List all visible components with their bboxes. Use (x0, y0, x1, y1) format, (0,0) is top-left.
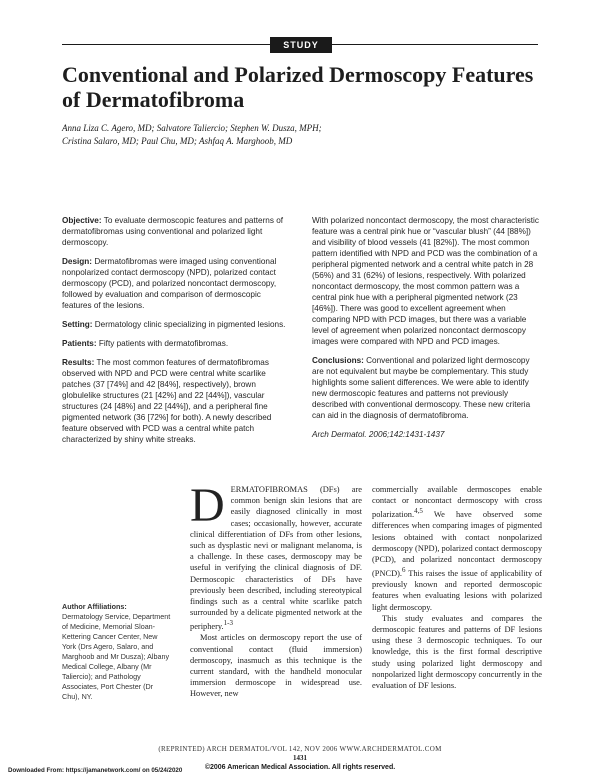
paragraph-text: are common benign skin lesions that are easily diagnosed clinically in most cases; occasionally, however, accurate clinical differentiation of DFs from other lesions, such as dysplastic nevi or malignant melanoma, is a challenge. In these cases, dermoscopy may be useful in verifying the clinical diagnosis of DF. Dermoscopic characteristics of DFs have previously been described, including stereotypical findings such as a central white scarlike patch surrounded by a delicate pigmented network at the periphery. (190, 485, 362, 632)
author-line: Anna Liza C. Agero, MD; Salvatore Taliercio; Stephen W. Dusza, MPH; (62, 123, 322, 133)
abstract-setting (62, 319, 292, 330)
abstract-label: Results: (62, 358, 95, 367)
page-number: 1431 (293, 754, 307, 762)
drop-cap: D (190, 479, 225, 532)
abstract-text: To evaluate dermoscopic features and patterns of dermatofibromas using conventional and polarized light dermoscopy. (62, 216, 284, 247)
download-stamp: Downloaded From: https://jamanetwork.com/ on 05/24/2020 (8, 767, 183, 774)
abstract-patients (62, 338, 292, 349)
affiliations-label: Author Affiliations: (62, 602, 127, 611)
abstract-results-continued: With polarized noncontact dermoscopy, the most characteristic feature was a central pink hue or “vascular blush” (44 [88%]) and visibility of blood vessels (41 [82%]). The most common pattern identified with NPD and PCD was the combination of a peripheral pigmented network and a central white patch in 28 (56%) and 31 (62%) of lesions, respectively. With polarized noncontact dermoscopy, the most common pattern was a central pink hue with a peripheral pigmented network (23 [46%]). There was good to excellent agreement when comparing NPD with PCD images, but there was a variable level of agreement when polarized noncontact dermoscopy images were compared with NPD and PCD images. (312, 216, 539, 346)
abstract-text: Dermatology clinic specializing in pigmented lesions. (94, 320, 286, 329)
body-column-middle (190, 479, 362, 700)
abstract-left-column (62, 215, 292, 453)
author-affiliations (62, 602, 172, 702)
abstract-label: Setting: (62, 320, 93, 329)
abstract-right-column (312, 215, 540, 448)
abstract-text: The most common features of dermatofibromas observed with NPD and PCD were central white scarlike patches (37 [74%] and 42 [84%], respectively), brown globulelike structures (21 [42%] and 22 [44%]), vascular structures (24 [48%] and 22 [44%]), and a peripheral fine pigmented network (36 [72%] for both). A newly described feature observed with PCD was a central white patch characterized by shiny white streaks. (62, 358, 272, 444)
author-list (62, 122, 482, 148)
body-paragraph (372, 484, 542, 613)
paragraph-text: commercially available dermoscopes enable contact or noncontact dermoscopy with cross polarization. (372, 485, 542, 520)
author-line: Cristina Salaro, MD; Paul Chu, MD; Ashfaq A. Marghoob, MD (62, 136, 293, 146)
lead-caps: ERMATOFIBROMAS (DFs) (230, 485, 340, 494)
reference-superscript: 4,5 (414, 507, 423, 516)
copyright-notice: ©2006 American Medical Association. All rights reserved. (204, 764, 396, 771)
abstract-label: Design: (62, 257, 93, 266)
abstract-label: Objective: (62, 216, 102, 225)
body-column-right (372, 484, 542, 691)
abstract-text: Dermatofibromas were imaged using conventional nonpolarized contact dermoscopy (NPD), polarized contact dermoscopy (PCD), and polarized noncontact dermoscopy, followed by evaluation and comparison of dermoscopic features of the lesions. (62, 257, 277, 310)
affiliations-text: Dermatology Service, Department of Medicine, Memorial Sloan-Kettering Cancer Center, New York (Drs Agero, Salaro, and Marghoob and Mr Dusza); Albany Medical College, Albany (Mr Taliercio); and Pathology Associates, Port Chester (Dr Chu), NY. (62, 612, 171, 701)
section-badge: STUDY (270, 37, 332, 53)
abstract-conclusions (312, 355, 540, 421)
citation: Arch Dermatol. 2006;142:1431-1437 (312, 430, 445, 439)
abstract-label: Patients: (62, 339, 97, 348)
paragraph-text: We have observed some differences when comparing images of pigmented lesions obtained with contact nonpolarized dermoscopy (NPD), polarized contact dermoscopy (PCD), and polarized noncontact dermoscopy (PNCD). (372, 510, 543, 579)
intro-paragraph (190, 479, 362, 632)
reference-superscript: 1-3 (223, 619, 233, 628)
journal-footer: (REPRINTED) ARCH DERMATOL/VOL 142, NOV 2006 WWW.ARCHDERMATOL.COM (158, 745, 442, 753)
paragraph-text: This raises the issue of applicability of previously known and reported dermoscopic features when evaluating lesions with polarized light dermoscopy. (372, 569, 542, 612)
body-paragraph: Most articles on dermoscopy report the use of conventional contact (fluid immersion) dermoscopy, inasmuch as this technique is the current standard, with the handheld monocular immersion dermoscope in widespread use. However, new (190, 633, 362, 699)
abstract-text: Conventional and polarized light dermoscopy are not equivalent but maybe be complementary. This study highlights some salient differences. We were able to identify new dermoscopic features and patterns not previously described with conventional dermoscopy. These new criteria can aid in the diagnosis of dermatofibroma. (312, 356, 531, 420)
abstract-objective (62, 215, 292, 248)
reference-superscript: 6 (402, 566, 406, 575)
abstract-design (62, 256, 292, 311)
abstract-text: Fifty patients with dermatofibromas. (98, 339, 229, 348)
body-paragraph: This study evaluates and compares the dermoscopic features and patterns of DF lesions using these 3 dermoscopic techniques. To our knowledge, this is the first formal descriptive study using polarized light dermoscopy and nonpolarized light dermoscopy concurrently in the evaluation of DF lesions. (372, 613, 542, 691)
article-title: Conventional and Polarized Dermoscopy Features of Dermatofibroma (62, 62, 534, 112)
abstract-label: Conclusions: (312, 356, 364, 365)
abstract-results (62, 357, 292, 445)
